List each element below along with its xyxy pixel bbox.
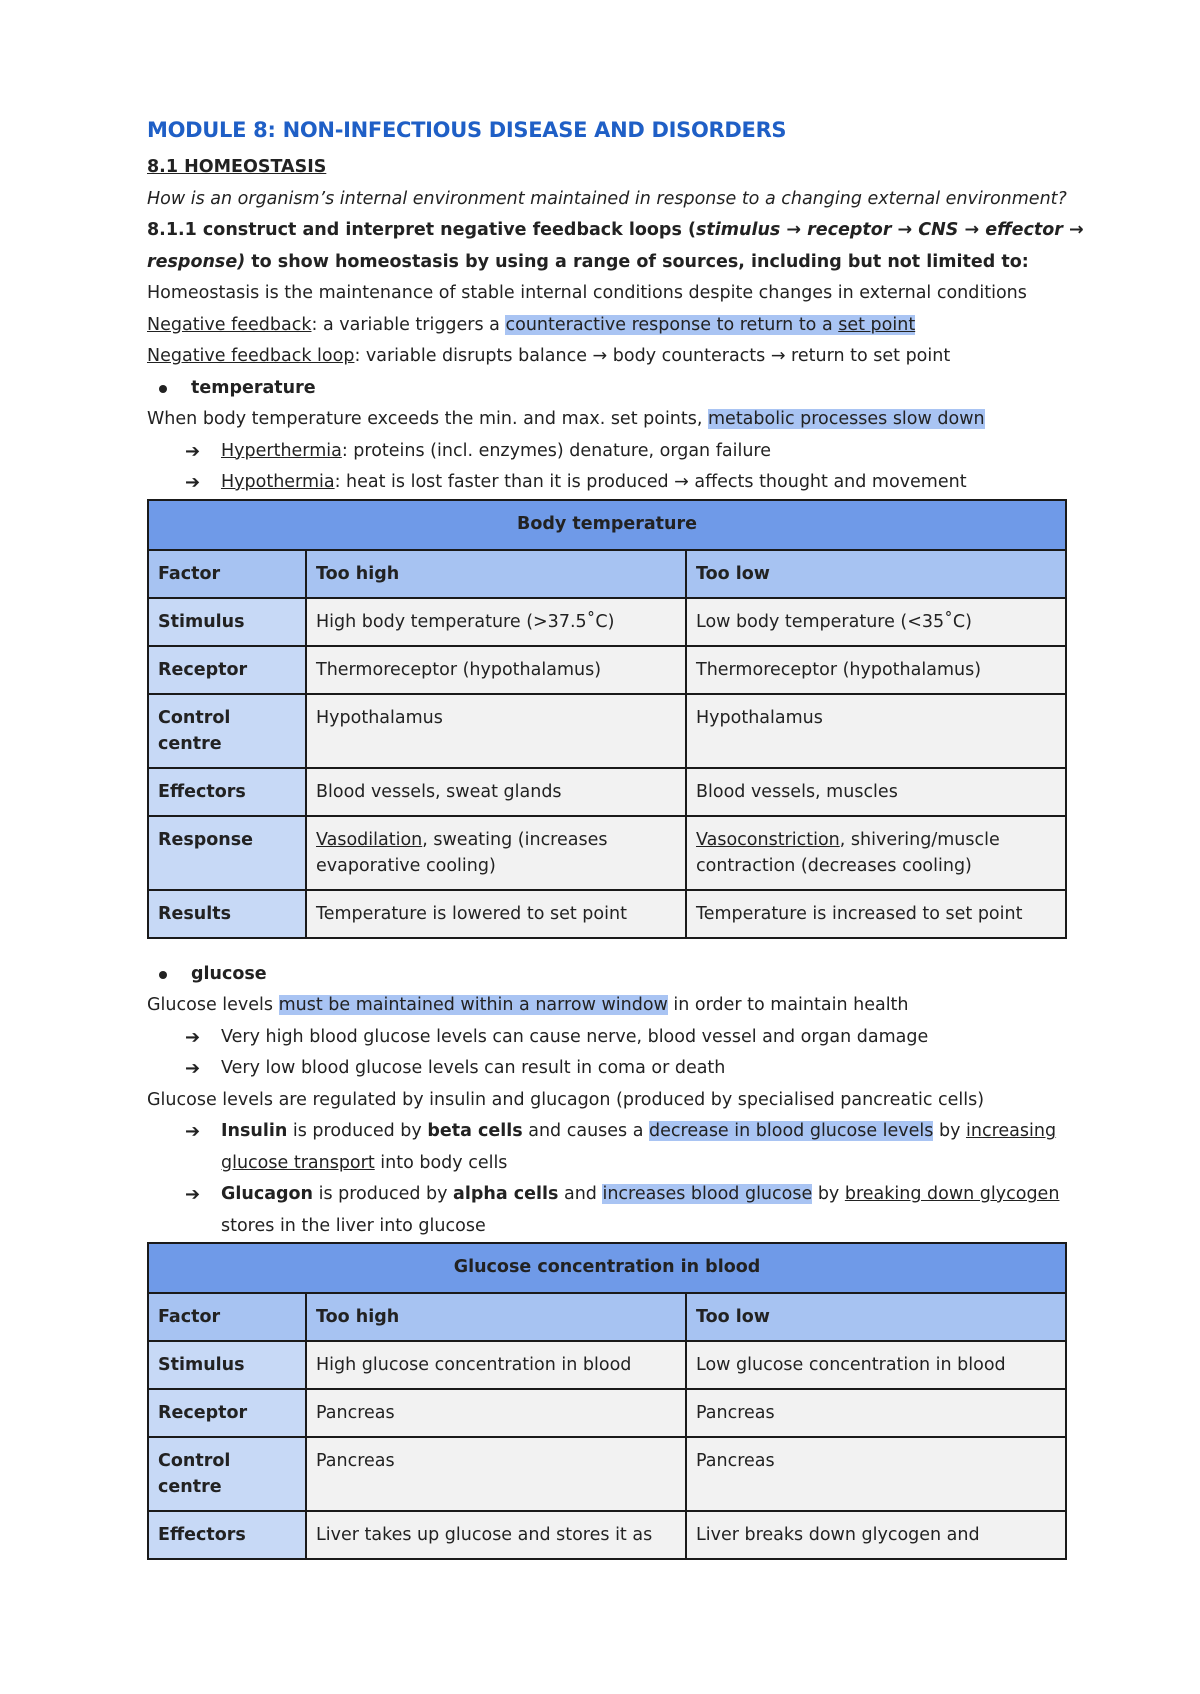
bullet-glucose: glucose [147, 959, 1067, 991]
header-cell: Too low [686, 550, 1066, 598]
homeostasis-definition: Homeostasis is the maintenance of stable internal conditions despite changes in external conditions [147, 283, 1027, 303]
arrow-icon: ➔ [185, 1121, 201, 1142]
arrow-icon: ➔ [185, 1058, 201, 1079]
table-title: Body temperature [148, 500, 1066, 550]
table-header-row [148, 1293, 1066, 1341]
arrow-icon: ➔ [185, 1184, 201, 1205]
table-row: Receptor Pancreas Pancreas [148, 1389, 1066, 1437]
arrow-item-low-glucose: ➔ Very low blood glucose levels can result in coma or death [147, 1053, 1067, 1085]
table-row: Effectors Liver takes up glucose and stores it as Liver breaks down glycogen and [148, 1511, 1066, 1559]
header-cell: Too high [306, 1293, 686, 1341]
table-row: Stimulus High glucose concentration in blood Low glucose concentration in blood [148, 1341, 1066, 1389]
table-row: Control centre Pancreas Pancreas [148, 1437, 1066, 1511]
body-temperature-table [147, 499, 1067, 939]
bullet-dot-icon [159, 971, 167, 979]
module-title: MODULE 8: NON-INFECTIOUS DISEASE AND DISORDERS [147, 118, 787, 142]
header-cell: Too high [306, 550, 686, 598]
glucose-concentration-table [147, 1242, 1067, 1560]
arrow-item-glucagon: ➔ Glucagon is produced by alpha cells and increases blood glucose by breaking down glycogen [147, 1179, 1067, 1211]
header-cell: Factor [148, 550, 306, 598]
table-row: Response Vasodilation, sweating (increases evaporative cooling) Vasoconstriction, shivering/muscle contraction (decreases cooling) [148, 816, 1066, 890]
arrow-icon: ➔ [185, 440, 201, 462]
temperature-intro: When body temperature exceeds the min. and max. set points, metabolic processes slow down [147, 409, 985, 429]
arrow-icon: ➔ [185, 1026, 201, 1048]
table-row: Results Temperature is lowered to set point Temperature is increased to set point [148, 890, 1066, 938]
header-cell: Too low [686, 1293, 1066, 1341]
table-title: Glucose concentration in blood [148, 1243, 1066, 1293]
table-row: Control centre Hypothalamus Hypothalamus [148, 694, 1066, 768]
table-row: Stimulus High body temperature (>37.5˚C) Low body temperature (<35˚C) [148, 598, 1066, 646]
outcome-line-1: 8.1.1 construct and interpret negative feedback loops (stimulus → receptor → CNS → effector → [147, 220, 1084, 240]
table-row: Effectors Blood vessels, sweat glands Blood vessels, muscles [148, 768, 1066, 816]
arrow-item-insulin: ➔ Insulin is produced by beta cells and causes a decrease in blood glucose levels by increasing [147, 1116, 1067, 1148]
inquiry-question: How is an organism’s internal environment maintained in response to a changing external environment? [147, 188, 1067, 209]
bullet-temperature: temperature [147, 373, 1067, 405]
bullet-dot-icon [159, 385, 167, 393]
document-page [147, 112, 1084, 1560]
arrow-item-hyperthermia: ➔ Hyperthermia: proteins (incl. enzymes) denature, organ failure [147, 436, 1067, 468]
insulin-continuation: glucose transport into body cells [221, 1152, 508, 1173]
glucose-regulation: Glucose levels are regulated by insulin and glucagon (produced by specialised pancreatic cells) [147, 1089, 985, 1110]
section-heading: 8.1 HOMEOSTASIS [147, 157, 327, 177]
header-cell: Factor [148, 1293, 306, 1341]
negative-feedback-loop-definition: Negative feedback loop: variable disrupts balance → body counteracts → return to set point [147, 346, 951, 366]
arrow-item-hypothermia: ➔ Hypothermia: heat is lost faster than it is produced → affects thought and movement [147, 467, 1067, 499]
table-header-row [148, 550, 1066, 598]
arrow-icon: ➔ [185, 472, 201, 493]
glucose-intro: Glucose levels must be maintained within a narrow window in order to maintain health [147, 995, 909, 1015]
highlight: counteractive response to return to a set point [505, 314, 916, 335]
arrow-item-high-glucose: ➔ Very high blood glucose levels can cause nerve, blood vessel and organ damage [147, 1022, 1067, 1054]
negative-feedback-definition: Negative feedback: a variable triggers a counteractive response to return to a set point [147, 314, 916, 335]
table-row: Receptor Thermoreceptor (hypothalamus) Thermoreceptor (hypothalamus) [148, 646, 1066, 694]
glucagon-continuation: stores in the liver into glucose [221, 1215, 486, 1236]
outcome-line-2: response) to show homeostasis by using a range of sources, including but not limited to: [147, 251, 1029, 272]
